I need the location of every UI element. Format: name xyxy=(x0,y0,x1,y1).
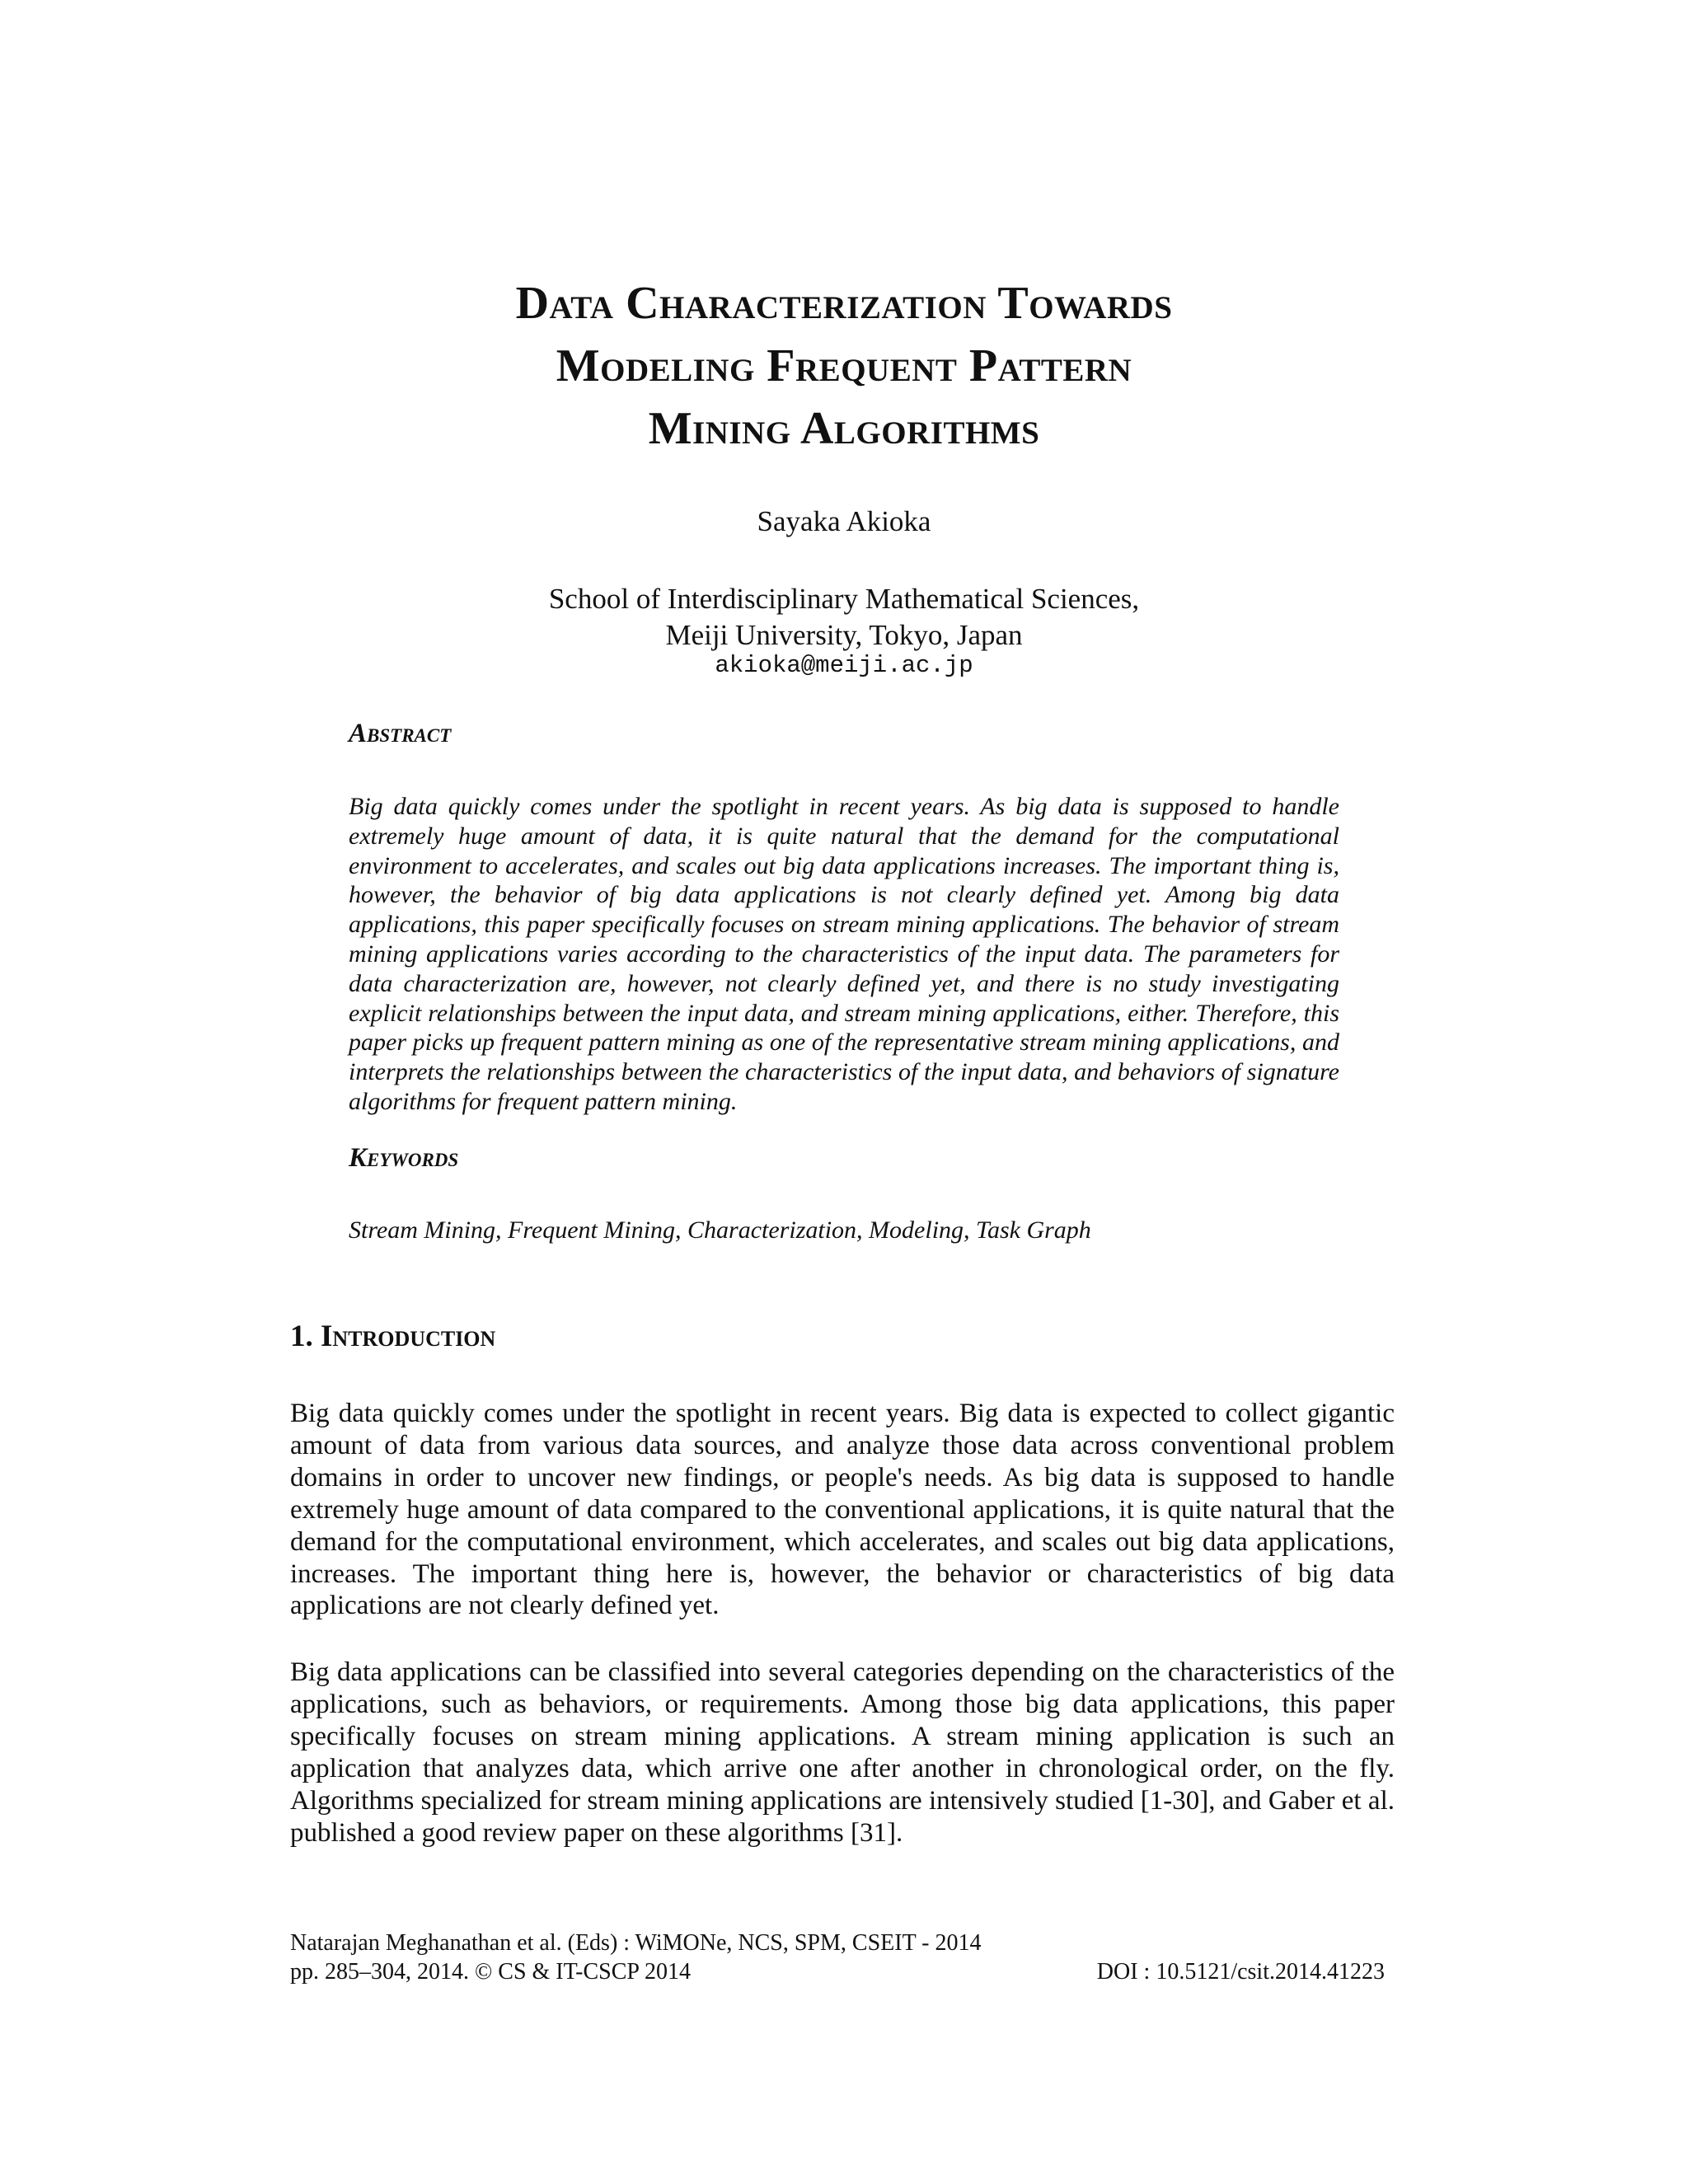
abstract-text: Big data quickly comes under the spotlight in recent years. As big data is supposed to handle extremely huge amount of data, it is quite natural that the demand for the computational environment to accelerates, and scales out big data applications increases. The important thing is, however, the behavior of big data applications is not clearly defined yet. Among big data applications, this paper specifically focuses on stream mining applications. The behavior of stream mining applications varies according to the characteristics of the input data. The parameters for data characterization are, however, not clearly defined yet, and there is no study investigating explicit relationships between the input data, and stream mining applications, either. Therefore, this paper picks up frequent pattern mining as one of the representative stream mining applications, and interprets the relationships between the characteristics of the input data, and behaviors of signature algorithms for frequent pattern mining. xyxy=(349,793,1339,1115)
keywords-heading: Keywords xyxy=(349,1143,459,1173)
affiliation-line-1: School of Interdisciplinary Mathematical Sciences, xyxy=(548,583,1140,615)
introduction-paragraph-2: Big data applications can be classified into several categories depending on the characteristics of the applications, such as behaviors, or requirements. Among those big data applications, this paper specifically focuses on stream mining applications. A stream mining application is such an application that analyzes data, which arrive one after another in chronological order, on the fly. Algorithms specialized for stream mining applications are intensively studied [1-30], and Gaber et al. published a good review paper on these algorithms [31]. xyxy=(290,1657,1395,1848)
footer-pages-copyright xyxy=(290,1959,1395,1985)
title-line-2: Modeling Frequent Pattern xyxy=(556,340,1132,391)
author-name: Sayaka Akioka xyxy=(757,505,931,537)
paper-title xyxy=(0,272,1688,460)
author-affiliation xyxy=(0,581,1688,654)
keywords-text: Stream Mining, Frequent Mining, Characterization, Modeling, Task Graph xyxy=(349,1216,1091,1244)
footer-proceedings: Natarajan Meghanathan et al. (Eds) : WiMONe, NCS, SPM, CSEIT - 2014 xyxy=(290,1930,982,1956)
title-line-3: Mining Algorithms xyxy=(648,403,1040,454)
affiliation-line-2: Meiji University, Tokyo, Japan xyxy=(665,619,1023,651)
introduction-heading: 1. Introduction xyxy=(290,1319,496,1353)
footer-doi: DOI : 10.5121/csit.2014.41223 xyxy=(1096,1959,1385,1985)
abstract-heading: Abstract xyxy=(349,719,452,748)
author-email: akioka@meiji.ac.jp xyxy=(715,652,973,679)
introduction-paragraph-1: Big data quickly comes under the spotlight in recent years. Big data is expected to collect gigantic amount of data from various data sources, and analyze those data across conventional problem domains in order to uncover new findings, or people's needs. As big data is supposed to handle extremely huge amount of data compared to the conventional applications, it is quite natural that the demand for the computational environment, which accelerates, and scales out big data applications, increases. The important thing here is, however, the behavior or characteristics of big data applications are not clearly defined yet. xyxy=(290,1399,1395,1621)
title-line-1: Data Characterization Towards xyxy=(515,278,1173,329)
footer-pages: pp. 285–304, 2014. © CS & IT-CSCP 2014 xyxy=(290,1959,691,1985)
